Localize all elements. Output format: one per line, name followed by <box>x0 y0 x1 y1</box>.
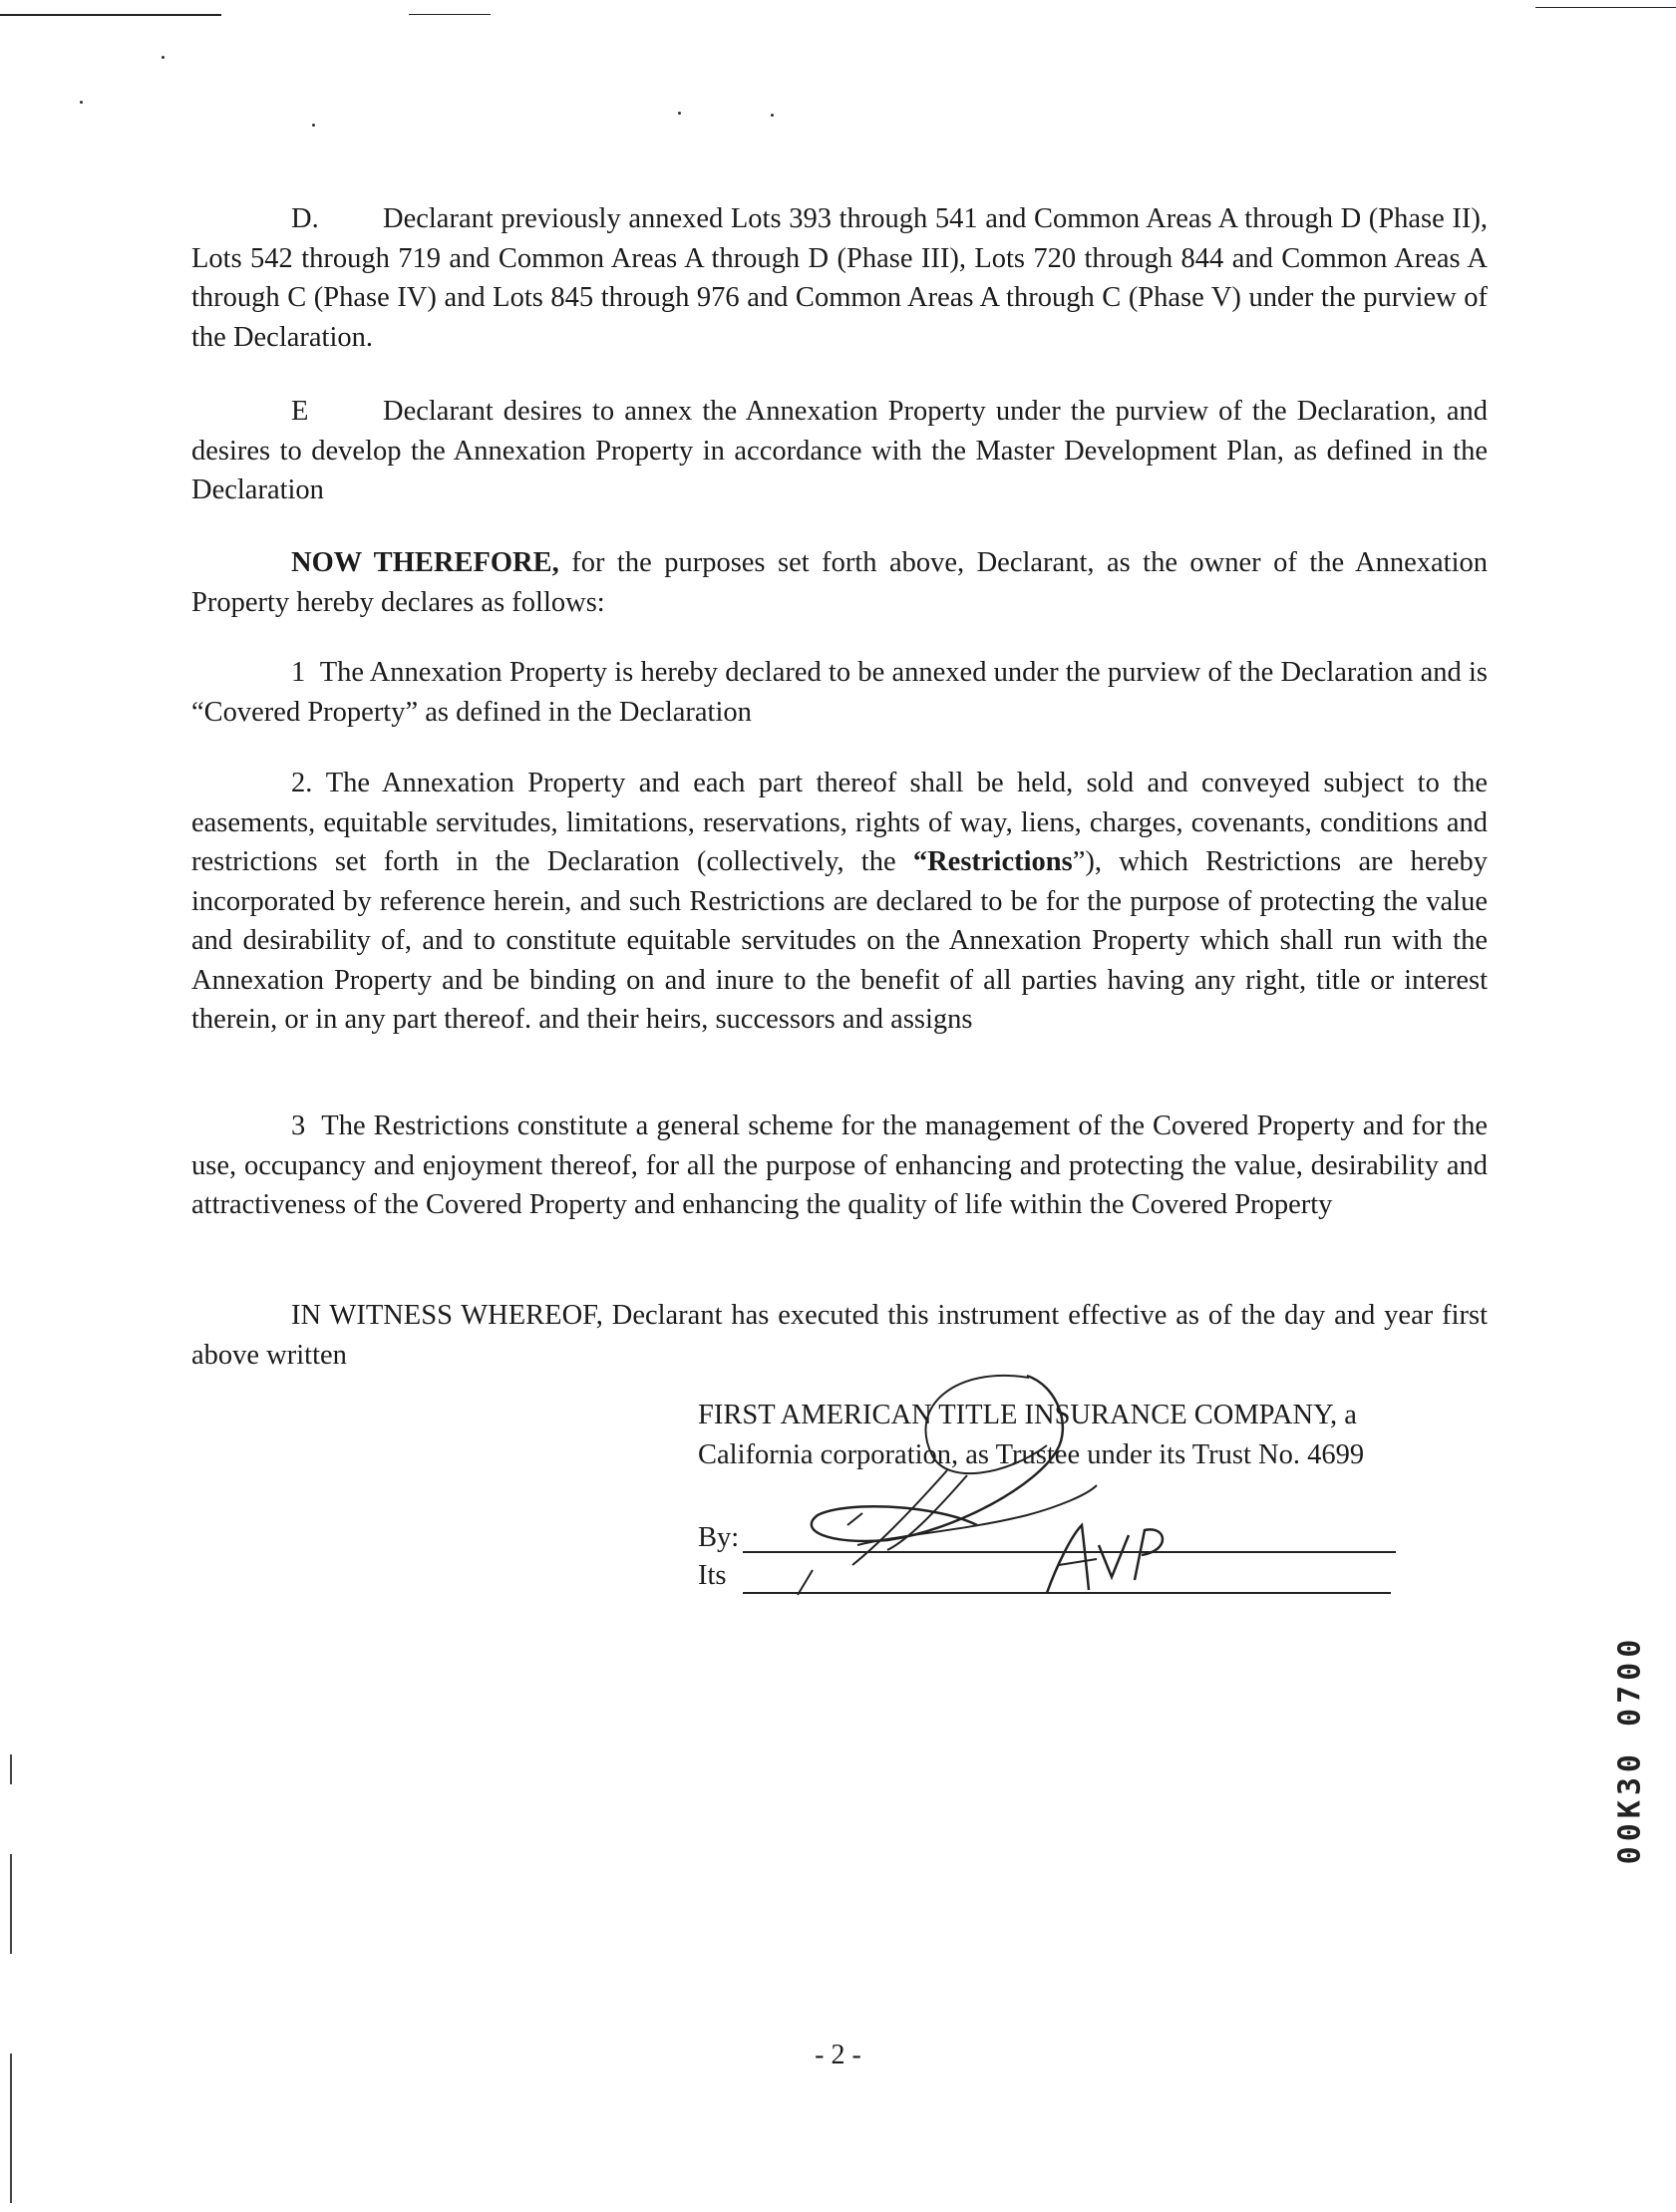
scan-artifact-dot <box>162 56 165 59</box>
recital-text: Declarant previously annexed Lots 393 through 541 and Common Areas A through D (Phase II), Lots 542 through 719 and Common Areas A through D (Phase III), Lots 720 through 844 and Common Areas A through C (Phase IV) and Lots 845 through 976 and Common Areas A through C (Phase V) under the purview of the Declaration. <box>191 203 1488 353</box>
recital-label: D. <box>291 203 319 234</box>
declaration-item-2 <box>191 764 1488 1040</box>
signatory-company-line-1: FIRST AMERICAN TITLE INSURANCE COMPANY, a <box>698 1400 1357 1430</box>
scan-artifact-rule <box>1535 7 1676 8</box>
scan-artifact-rule <box>0 14 221 16</box>
item-number: 2. <box>291 768 313 798</box>
handwritten-title-initials <box>1037 1515 1176 1595</box>
scan-artifact-edge <box>10 1754 12 1784</box>
item-text: ”), which Restrictions are hereby incorporated by reference herein, and such Restrictions are declared to be for the purpose of protecting the value and desirability of, and to constitute equitable servitudes on the Annexation Property which shall run with the Annexation Property and be binding on and inure to the benefit of all parties having any right, title or interest therein, or in any part thereof. and their heirs, successors and assigns <box>191 846 1488 1035</box>
page-number: - 2 - <box>815 2040 861 2070</box>
item-text: The Annexation Property is hereby declared to be annexed under the purview of the Declaration and is “Covered Property” as defined in the Declaration <box>191 657 1488 728</box>
item-number: 1 <box>291 657 306 688</box>
now-therefore-text: for the purposes set forth above, Declarant, as the owner of the Annexation Property hereby declares as follows: <box>191 547 1488 618</box>
defined-term-restrictions: “Restrictions <box>912 846 1073 877</box>
item-number: 3 <box>291 1110 306 1141</box>
item-text: The Annexation Property and each part thereof shall be held, sold and conveyed subject to the easements, equitable servitudes, limitations, reservations, rights of way, liens, charges, covenants, conditions and restrictions set forth in the Declaration (collectively, the <box>191 768 1489 877</box>
now-therefore-lead: NOW THEREFORE, <box>291 547 559 578</box>
scan-artifact-dot <box>771 114 774 117</box>
declaration-item-1 <box>191 653 1488 732</box>
signatory-company-line-2: California corporation, as Trustee under its Trust No. 4699 <box>698 1439 1365 1470</box>
now-therefore-paragraph <box>191 543 1488 622</box>
declaration-item-3 <box>191 1106 1488 1225</box>
by-label: By: <box>698 1522 740 1553</box>
scan-artifact-edge <box>10 1854 12 1954</box>
scan-artifact-dot <box>312 124 315 127</box>
recital-text: Declarant desires to annex the Annexation Property under the purview of the Declaration, and desires to develop the Annexation Property in accordance with the Master Development Plan, as defined in the Declaration <box>191 396 1488 505</box>
in-witness-text: IN WITNESS WHEREOF, Declarant has executed this instrument effective as of the day and year first above written <box>191 1300 1488 1371</box>
in-witness-paragraph <box>191 1296 1488 1375</box>
item-text: The Restrictions constitute a general scheme for the management of the Covered Property and for the use, occupancy and enjoyment thereof, for all the purpose of enhancing and protecting the value, desirability and attractiveness of the Covered Property and enhancing the quality of life within the Covered Property <box>191 1110 1488 1220</box>
its-label: Its <box>698 1560 727 1591</box>
recording-stamp: 00K30 0700 <box>1612 1634 1648 1865</box>
scan-artifact-edge <box>10 2054 12 2203</box>
recital-label: E <box>291 396 309 427</box>
recital-paragraph-d <box>191 199 1488 357</box>
recital-paragraph-e <box>191 392 1488 510</box>
scan-artifact-rule <box>409 14 491 15</box>
scan-artifact-dot <box>678 112 681 115</box>
scan-artifact-dot <box>80 101 83 104</box>
